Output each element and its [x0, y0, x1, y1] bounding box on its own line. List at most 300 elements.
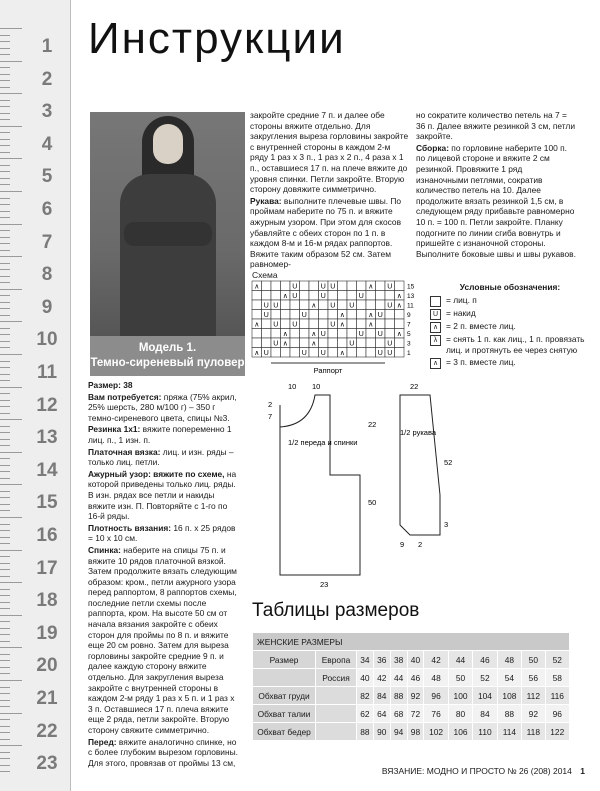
ruler-mark	[0, 647, 70, 680]
chart-cell	[366, 338, 376, 348]
table-cell: 52	[473, 669, 497, 687]
legend-title: Условные обозначения:	[459, 282, 561, 292]
legend-symbol-icon: U	[430, 309, 441, 320]
ruler-mark	[0, 452, 70, 485]
paragraph-heading: Сборка:	[416, 142, 449, 153]
sleeve-dimension: 22	[410, 382, 419, 391]
chart-cell	[262, 319, 272, 329]
chart-symbol: U	[292, 321, 298, 329]
chart-cell	[376, 291, 386, 301]
back-dimension: 23	[320, 580, 329, 589]
ruler-number: 13	[36, 427, 58, 449]
table-cell: 98	[407, 723, 424, 741]
chart-symbol: U	[387, 350, 393, 357]
chart-cell	[395, 338, 405, 348]
chart-cell	[338, 281, 348, 291]
ruler-number: 23	[36, 753, 58, 775]
table-cell: 92	[522, 705, 545, 723]
table-cell: 118	[522, 723, 545, 741]
table-cell: 80	[448, 705, 472, 723]
table-cell: 88	[390, 687, 407, 705]
table-cell: 108	[497, 687, 521, 705]
paragraph-text: вяжите аналогично спинке, но с более глубоким вырезом горловины. Для этого, провязав от проймы 13 см,	[88, 736, 238, 768]
chart-cell	[290, 348, 300, 358]
ruler	[0, 0, 71, 791]
chart-cell	[309, 291, 319, 301]
ruler-mark	[0, 256, 70, 289]
paragraph	[88, 447, 240, 468]
chart-cell	[252, 310, 262, 320]
paragraph-heading: Спинка:	[88, 544, 121, 555]
paragraph	[88, 380, 240, 391]
ruler-number: 18	[36, 590, 58, 612]
ruler-mark	[0, 126, 70, 159]
chart-symbol: ∧	[339, 350, 345, 357]
table-cell: 90	[373, 723, 390, 741]
chart-symbol: U	[330, 302, 336, 310]
chart-row-number: 5	[407, 331, 411, 338]
chart-cell	[281, 348, 291, 358]
chart-row-number: 13	[407, 293, 415, 300]
row-sublabel: Россия	[316, 669, 357, 687]
ruler-number: 16	[36, 525, 58, 546]
row-sublabel	[316, 723, 357, 741]
paragraph	[88, 424, 240, 445]
row-label: Обхват бедер	[253, 723, 316, 741]
row-sublabel	[316, 705, 357, 723]
row-sublabel	[316, 687, 357, 705]
table-cell: 122	[545, 723, 569, 741]
ruler-mark	[0, 680, 70, 713]
back-outline	[280, 395, 360, 575]
table-cell: 102	[424, 723, 448, 741]
chart-cell	[252, 338, 262, 348]
chart-symbol: U	[320, 293, 326, 300]
chart-cell	[281, 281, 291, 291]
magazine-issue: ВЯЗАНИЕ: МОДНО И ПРОСТО № 26 (208) 2014	[381, 766, 572, 776]
chart-cell	[290, 329, 300, 339]
chart-cell	[300, 319, 310, 329]
chart-cell	[338, 300, 348, 310]
table-cell: 94	[390, 723, 407, 741]
chart-cell	[328, 291, 338, 301]
chart-symbol: U	[301, 350, 307, 357]
table-cell: 50	[448, 669, 472, 687]
chart-cell	[290, 300, 300, 310]
chart-cell	[262, 338, 272, 348]
ruler-mark	[0, 321, 70, 354]
chart-cell	[366, 300, 376, 310]
chart-symbol: ∧	[396, 302, 402, 310]
chart-symbol: U	[349, 340, 355, 348]
chart-symbol: U	[330, 321, 336, 329]
chart-cell	[366, 329, 376, 339]
ruler-mark	[0, 93, 70, 126]
ruler-number: 1	[41, 36, 53, 57]
instructions-column-2	[250, 110, 410, 271]
paragraph	[88, 523, 240, 544]
model-photo	[90, 112, 245, 340]
chart-cell	[281, 310, 291, 320]
chart-row-number: 1	[407, 350, 411, 357]
chart-symbol: U	[377, 331, 383, 338]
chart-symbol: U	[387, 340, 393, 348]
paragraph-text: наберите на спицы 75 п. и вяжите 10 рядов платочной вязкой. Затем продолжите вязать следующим образом: кром., петли ажурного узора перед раппортом, 8 раппортов схемы, последние петли схемы после раппорта, кром. На высоте 50 см от начала вязания закройте с обеих сторон для проймы по 8 п. и вяжите еще 20 см ровно. Затем для выреза горловины закройте средние 9 п. и далее каждую сторону вяжите отдельно. Для закругления выреза закройте с внутренней стороны в каждом 2-м ряду 1 раз х 5 п. и 1 раз х 3 п. Оставшиеся 17 п. плеча вяжите еще 2 ряда, петли закройте. Вторую сторону свяжите симметрично.	[88, 544, 237, 735]
table-row	[253, 669, 570, 687]
table-cell: 54	[497, 669, 521, 687]
table-cell: 100	[448, 687, 472, 705]
knitting-chart	[252, 281, 424, 375]
legend-text: = лиц. п	[446, 295, 477, 305]
ruler-mark	[0, 582, 70, 615]
paragraph	[250, 110, 410, 195]
chart-cell	[357, 300, 367, 310]
table-cell: 52	[545, 651, 569, 669]
table-row	[253, 687, 570, 705]
ruler-number: 7	[41, 231, 53, 253]
chart-cell	[319, 300, 329, 310]
chart-cell	[357, 338, 367, 348]
ruler-number: 19	[36, 622, 58, 644]
table-cell: 46	[407, 669, 424, 687]
table-cell: 48	[497, 651, 521, 669]
ruler-number: 6	[41, 199, 53, 220]
chart-cell	[252, 291, 262, 301]
legend	[430, 282, 590, 370]
paragraph-text: вяжите попеременно 1 лиц. п., 1 изн. п.	[88, 424, 232, 445]
ruler-number: 22	[36, 720, 58, 742]
paragraph-heading: Вам потребуется:	[88, 391, 162, 402]
chart-cell	[300, 291, 310, 301]
table-cell: 96	[424, 687, 448, 705]
table-cell: 50	[522, 651, 545, 669]
chart-symbol: ∧	[339, 312, 345, 319]
paragraph-heading: Перед:	[88, 736, 117, 747]
chart-cell	[300, 329, 310, 339]
chart-cell	[271, 329, 281, 339]
ruler-mark	[0, 354, 70, 387]
chart-cell	[347, 348, 357, 358]
ruler-mark	[0, 289, 70, 322]
ruler-mark	[0, 713, 70, 746]
paragraph	[250, 196, 410, 270]
paragraph-text: но сократите количество петель на 7 = 36 п. Далее вяжите резинкой 3 см, петли закройте.	[416, 110, 575, 142]
table-cell: 38	[390, 651, 407, 669]
table-cell: 96	[545, 705, 569, 723]
legend-symbol-icon: ∧	[430, 322, 441, 333]
chart-cell	[309, 348, 319, 358]
legend-item	[430, 308, 590, 320]
back-dimension: 7	[268, 412, 273, 421]
chart-cell	[357, 319, 367, 329]
table-cell: 116	[545, 687, 569, 705]
table-cell: 76	[424, 705, 448, 723]
paragraph	[416, 143, 576, 260]
paragraph-text: закройте средние 7 п. и далее обе стороны вяжите отдельно. Для закругления выреза горловины закройте с внутренней стороны в каждом 2-м ряду 1 раз х 3 п., 1 раз х 2 п., 4 раза х 1 п., оставшиеся 17 п. на плече вяжите до уровня спинки. Петли закройте. Вторую сторону довяжите симметрично.	[250, 110, 409, 195]
table-cell: 106	[448, 723, 472, 741]
paragraph-text: 16 п. х 25 рядов = 10 х 10 см.	[88, 522, 236, 544]
sleeve-label: 1/2 рукава	[400, 428, 437, 437]
chart-cell	[309, 281, 319, 291]
paragraph-heading: Размер: 38	[88, 380, 133, 390]
ruler-number: 12	[36, 394, 58, 416]
chart-cell	[366, 291, 376, 301]
legend-symbol-icon	[430, 296, 441, 307]
chart-symbol: U	[349, 302, 355, 310]
chart-cell	[300, 281, 310, 291]
ruler-number: 17	[36, 557, 58, 579]
chart-cell	[281, 319, 291, 329]
legend-item	[430, 321, 590, 333]
legend-item	[430, 334, 590, 356]
ruler-mark	[0, 517, 70, 550]
chart-cell	[347, 329, 357, 339]
chart-symbol: U	[273, 302, 279, 310]
table-cell: 84	[373, 687, 390, 705]
table-cell: 42	[373, 669, 390, 687]
table-cell: 114	[497, 723, 521, 741]
chart-symbol: U	[387, 283, 393, 291]
chart-symbol: U	[387, 302, 393, 310]
chart-symbol: ∧	[368, 321, 374, 329]
table-cell: 36	[373, 651, 390, 669]
chart-cell	[271, 348, 281, 358]
chart-cell	[271, 281, 281, 291]
chart-row-number: 7	[407, 321, 411, 329]
chart-cell	[300, 338, 310, 348]
chart-symbol: ∧	[311, 302, 317, 310]
chart-row-number: 11	[407, 302, 414, 310]
ruler-number: 2	[41, 68, 53, 90]
table-cell: 104	[473, 687, 497, 705]
table-cell: 72	[407, 705, 424, 723]
table-cell: 44	[390, 669, 407, 687]
chart-cell	[395, 348, 405, 358]
chart-cell	[252, 300, 262, 310]
chart-cell	[281, 300, 291, 310]
chart-cell	[262, 329, 272, 339]
table-cell: 92	[407, 687, 424, 705]
photo-caption: Модель 1. Темно-сиреневый пуловер	[90, 336, 245, 376]
back-dimension: 22	[368, 420, 377, 429]
chart-row-number: 15	[407, 283, 415, 291]
paragraph-text: лиц. и изн. ряды – только лиц. петли.	[88, 446, 234, 468]
chart-cell	[262, 291, 272, 301]
ruler-number: 3	[41, 101, 53, 123]
chart-symbol: ∧	[254, 283, 260, 291]
chart-symbol: U	[292, 283, 298, 291]
chart-cell	[395, 281, 405, 291]
chart-cell	[290, 310, 300, 320]
chart-cell	[376, 300, 386, 310]
chart-symbol: U	[301, 312, 307, 319]
paragraph	[416, 110, 576, 142]
chart-symbol: U	[263, 350, 269, 357]
sleeve-dimension: 9	[400, 540, 405, 549]
row-label: Обхват груди	[253, 687, 316, 705]
legend-symbol-icon: λ	[430, 335, 441, 346]
chart-cell	[262, 281, 272, 291]
chart-cell	[328, 310, 338, 320]
table-cell: 56	[522, 669, 545, 687]
paragraph-heading: Платочная вязка:	[88, 446, 161, 457]
chart-cell	[385, 291, 395, 301]
legend-item	[430, 295, 590, 307]
ruler-mark	[0, 387, 70, 420]
ruler-mark	[0, 745, 70, 778]
ruler-number: 15	[36, 492, 58, 514]
chart-cell	[357, 310, 367, 320]
ruler-mark	[0, 484, 70, 517]
chart-symbol: ∧	[311, 331, 317, 338]
table-cell: 40	[357, 669, 374, 687]
paragraph-heading: Резинка 1х1:	[88, 424, 141, 435]
ruler-mark	[0, 191, 70, 224]
paragraph-heading: Плотность вязания:	[88, 522, 172, 533]
chart-cell	[366, 348, 376, 358]
ruler-number: 8	[41, 264, 53, 286]
ruler-mark	[0, 615, 70, 648]
chart-cell	[385, 319, 395, 329]
table-cell: 62	[357, 705, 374, 723]
chart-cell	[271, 291, 281, 301]
chart-cell	[385, 329, 395, 339]
table-cell: 34	[357, 651, 374, 669]
table-row	[253, 723, 570, 741]
sizes-table-header: ЖЕНСКИЕ РАЗМЕРЫ	[253, 633, 570, 651]
chart-cell	[347, 319, 357, 329]
chart-cell	[357, 281, 367, 291]
paragraph-text: на которой приведены только лиц. ряды. В изн. рядах все петли и накиды вяжите изн. П. Повторяйте с 1-го по 16-й ряды.	[88, 468, 237, 522]
table-cell: 110	[473, 723, 497, 741]
chart-row-number: 3	[407, 340, 411, 348]
legend-item	[430, 357, 590, 369]
table-cell: 88	[357, 723, 374, 741]
chart-symbol: ∧	[396, 293, 402, 300]
chart-symbol: U	[358, 293, 364, 300]
chart-cell	[338, 329, 348, 339]
ruler-mark	[0, 550, 70, 583]
table-cell: 42	[424, 651, 448, 669]
sleeve-dimension: 3	[444, 520, 449, 529]
legend-text: = 2 п. вместе лиц.	[446, 321, 516, 331]
ruler-number: 10	[36, 329, 58, 351]
chart-symbol: U	[263, 302, 269, 310]
chart-symbol: ∧	[396, 331, 402, 338]
paragraph	[88, 737, 240, 769]
ruler-mark	[0, 61, 70, 94]
chart-cell	[385, 310, 395, 320]
legend-text: = снять 1 п. как лиц., 1 п. провязать лиц. и протянуть ее через снятую	[446, 334, 585, 355]
table-cell: 58	[545, 669, 569, 687]
paragraph-text: выполните плечевые швы. По проймам наберите по 75 п. и вяжите ажурным узором. При этом для скосов убавляйте с обеих сторон по 1 п. в каждом 8-м и 16-м рядах раппортов. Вяжите таким образом 52 см. Затем равномер-	[250, 195, 402, 270]
chart-cell	[309, 310, 319, 320]
ruler-number: 20	[36, 655, 58, 677]
instructions-column-3	[416, 110, 576, 260]
table-cell: 84	[473, 705, 497, 723]
paragraph	[88, 545, 240, 736]
chart-symbol: ∧	[282, 340, 288, 348]
paragraph-heading: Ажурный узор: вяжите по схеме,	[88, 468, 225, 479]
chart-cell	[347, 281, 357, 291]
ruler-number: 5	[41, 166, 53, 188]
chart-symbol: U	[377, 350, 383, 357]
pattern-drawings	[250, 375, 453, 593]
legend-text: = 3 п. вместе лиц.	[446, 357, 516, 367]
sizes-title: Таблицы размеров	[252, 600, 420, 621]
chart-symbol: U	[358, 331, 364, 338]
back-label: 1/2 переда и спинки	[288, 438, 358, 447]
ruler-number: 21	[36, 688, 58, 709]
paragraph-heading: Рукава:	[250, 195, 282, 206]
chart-symbol: U	[330, 283, 336, 291]
chart-cell	[328, 338, 338, 348]
chart-symbol: U	[263, 312, 269, 319]
chart-cell	[328, 348, 338, 358]
chart-row-number: 9	[407, 312, 411, 319]
chart-cell	[395, 310, 405, 320]
chart-symbol: ∧	[311, 340, 317, 348]
row-label	[253, 669, 316, 687]
sleeve-outline	[400, 395, 440, 535]
chart-cell	[376, 319, 386, 329]
chart-cell	[319, 310, 329, 320]
instructions-column-1	[88, 380, 240, 769]
table-cell: 68	[390, 705, 407, 723]
chart-symbol: ∧	[254, 350, 260, 357]
table-cell: 40	[407, 651, 424, 669]
chart-cell	[338, 338, 348, 348]
chart-cell	[300, 300, 310, 310]
back-dimension: 10	[312, 382, 321, 391]
ruler-number: 9	[41, 296, 53, 318]
chart-cell	[252, 329, 262, 339]
ruler-mark	[0, 419, 70, 452]
chart-cell	[347, 291, 357, 301]
sizes-table	[252, 632, 570, 741]
back-dimension: 10	[288, 382, 297, 391]
chart-cell	[290, 338, 300, 348]
sleeve-dimension: 2	[418, 540, 423, 549]
chart-cell	[395, 319, 405, 329]
chart-cell	[338, 291, 348, 301]
chart-symbol: ∧	[368, 283, 374, 291]
chart-symbol: ∧	[254, 321, 260, 329]
table-row	[253, 705, 570, 723]
table-row	[253, 651, 570, 669]
chart-symbol: ∧	[282, 293, 288, 300]
chart-symbol: U	[320, 283, 326, 291]
table-cell: 88	[497, 705, 521, 723]
legend-symbol-icon: ∧	[430, 358, 441, 369]
chart-symbol: U	[273, 340, 279, 348]
rapport-label: Раппорт	[313, 366, 343, 375]
chart-cell	[319, 338, 329, 348]
paragraph-text: пряжа (75% акрил, 25% шерсть, 280 м/100 г) – 350 г темно-сиреневого цвета, спицы №3.	[88, 391, 237, 423]
chart-symbol: U	[292, 293, 298, 300]
paragraph	[88, 469, 240, 522]
table-cell: 44	[448, 651, 472, 669]
chart-cell	[309, 319, 319, 329]
chart-symbol: ∧	[339, 321, 345, 329]
table-cell: 48	[424, 669, 448, 687]
ruler-number: 11	[36, 362, 58, 383]
table-cell: 64	[373, 705, 390, 723]
page-title: Инструкции	[88, 14, 346, 63]
ruler-mark	[0, 224, 70, 257]
table-cell: 112	[522, 687, 545, 705]
scheme-label: Схема	[252, 270, 278, 280]
